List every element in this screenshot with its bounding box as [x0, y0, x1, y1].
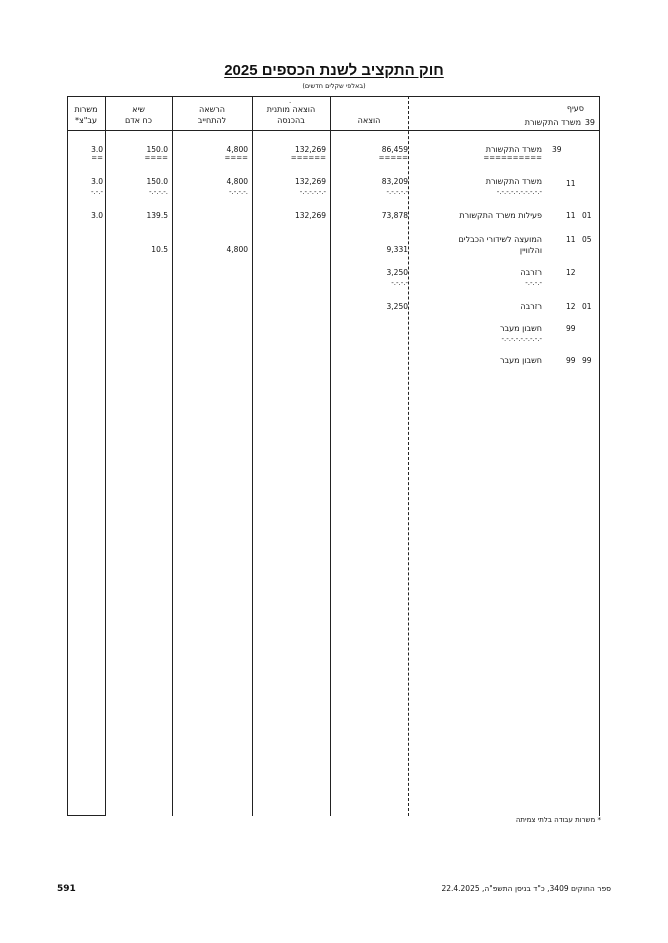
row-conditional: 132,269	[294, 145, 326, 154]
page-number: 591	[57, 884, 76, 894]
row-expense: 9,331	[386, 245, 408, 254]
row-name: חשבון מעבר	[499, 356, 542, 365]
column-divider	[408, 96, 409, 816]
row-subcode: 05	[582, 235, 592, 244]
row-manpower: 150.0	[146, 145, 168, 154]
row-code: 99	[566, 324, 576, 333]
row-code: 11	[566, 179, 576, 188]
row-expense: 3,250	[386, 268, 408, 277]
row-name-underline: ==========	[483, 154, 542, 162]
row-name-continued: והלוויין	[519, 246, 542, 255]
row-expense-underline: =====	[378, 154, 408, 162]
budget-table	[67, 96, 600, 816]
row-name: משרד התקשורת	[485, 145, 542, 154]
page-subtitle: (באלפי שקלים חדשים)	[302, 82, 366, 90]
row-commitment-underline: ====	[224, 154, 248, 162]
row-code: 11	[566, 235, 576, 244]
header-positions: משרות עב"צ*	[74, 105, 98, 125]
row-manpower: 139.5	[146, 211, 168, 220]
row-name: פעילות משרד התקשורת	[459, 211, 542, 220]
row-expense-underline: -.-.-.-.-	[386, 188, 408, 196]
row-manpower: 150.0	[146, 177, 168, 186]
row-subcode: 99	[582, 356, 592, 365]
row-expense: 86,459	[381, 145, 408, 154]
footnote: * משרות עבודה בלתי צמיתה	[515, 816, 601, 824]
column-divider	[105, 96, 106, 816]
row-manpower-underline: -.-.-.-.	[148, 188, 168, 196]
header-manpower: שיא כח אדם	[124, 105, 153, 125]
row-name: רזרבה	[520, 302, 542, 311]
column-divider	[330, 96, 331, 816]
row-subcode: 01	[582, 302, 592, 311]
row-code: 11	[566, 211, 576, 220]
header-commitment: הרשאה להתחייב	[197, 105, 227, 125]
row-positions: 3.0	[91, 177, 103, 186]
header-section-name: משרד התקשורת	[524, 118, 581, 127]
row-positions-underline: -.-.-	[90, 188, 103, 196]
page-title: חוק התקציב לשנת הכספים 2025	[224, 62, 444, 79]
row-conditional: 132,269	[294, 177, 326, 186]
row-code: 39	[552, 145, 562, 154]
row-name-underline: -.-.-.-.-.-.-.-.-.-	[496, 188, 542, 196]
row-conditional: 132,269	[294, 211, 326, 220]
row-expense: 83,209	[381, 177, 408, 186]
row-name: חשבון מעבר	[499, 324, 542, 333]
row-name: רזרבה	[520, 268, 542, 277]
row-conditional-underline: ======	[290, 154, 326, 162]
row-code: 99	[566, 356, 576, 365]
header-section-code: 39	[584, 118, 595, 127]
row-positions: 3.0	[91, 211, 103, 220]
row-name: משרד התקשורת	[485, 177, 542, 186]
row-code: 12	[566, 302, 576, 311]
row-expense: 73,878	[381, 211, 408, 220]
header-conditional-expense: הוצאה מותנית בהכנסה	[266, 105, 316, 125]
row-code: 12	[566, 268, 576, 277]
row-expense: 3,250	[386, 302, 408, 311]
publication-info: ספר החוקים 3409, כ"ד בניסן התשפ"ה, 22.4.2025	[441, 884, 611, 893]
column-divider	[252, 96, 253, 816]
row-manpower: 10.5	[151, 245, 168, 254]
row-name: המועצה לשידורי הכבלים	[458, 235, 542, 244]
row-manpower-underline: ====	[144, 154, 168, 162]
row-subcode: 01	[582, 211, 592, 220]
header-section: סעיף	[566, 104, 584, 113]
row-commitment: 4,800	[226, 177, 248, 186]
row-name-underline: -.-.-.-.-.-.-.-.-	[501, 335, 542, 343]
header-divider	[67, 130, 600, 131]
header-expense: הוצאה	[357, 116, 381, 125]
row-name-underline: -.-.-.-	[525, 279, 542, 287]
header-tick-mark: .	[289, 97, 292, 105]
row-commitment-underline: -.-.-.-.	[228, 188, 248, 196]
row-positions: 3.0	[91, 145, 103, 154]
column-divider	[172, 96, 173, 816]
row-expense-underline: -.-.-.-	[391, 279, 408, 287]
row-commitment: 4,800	[226, 145, 248, 154]
row-commitment: 4,800	[226, 245, 248, 254]
row-conditional-underline: -.-.-.-.-.-	[299, 188, 326, 196]
footnote-rule	[67, 815, 105, 816]
row-positions-underline: ==	[91, 154, 103, 162]
